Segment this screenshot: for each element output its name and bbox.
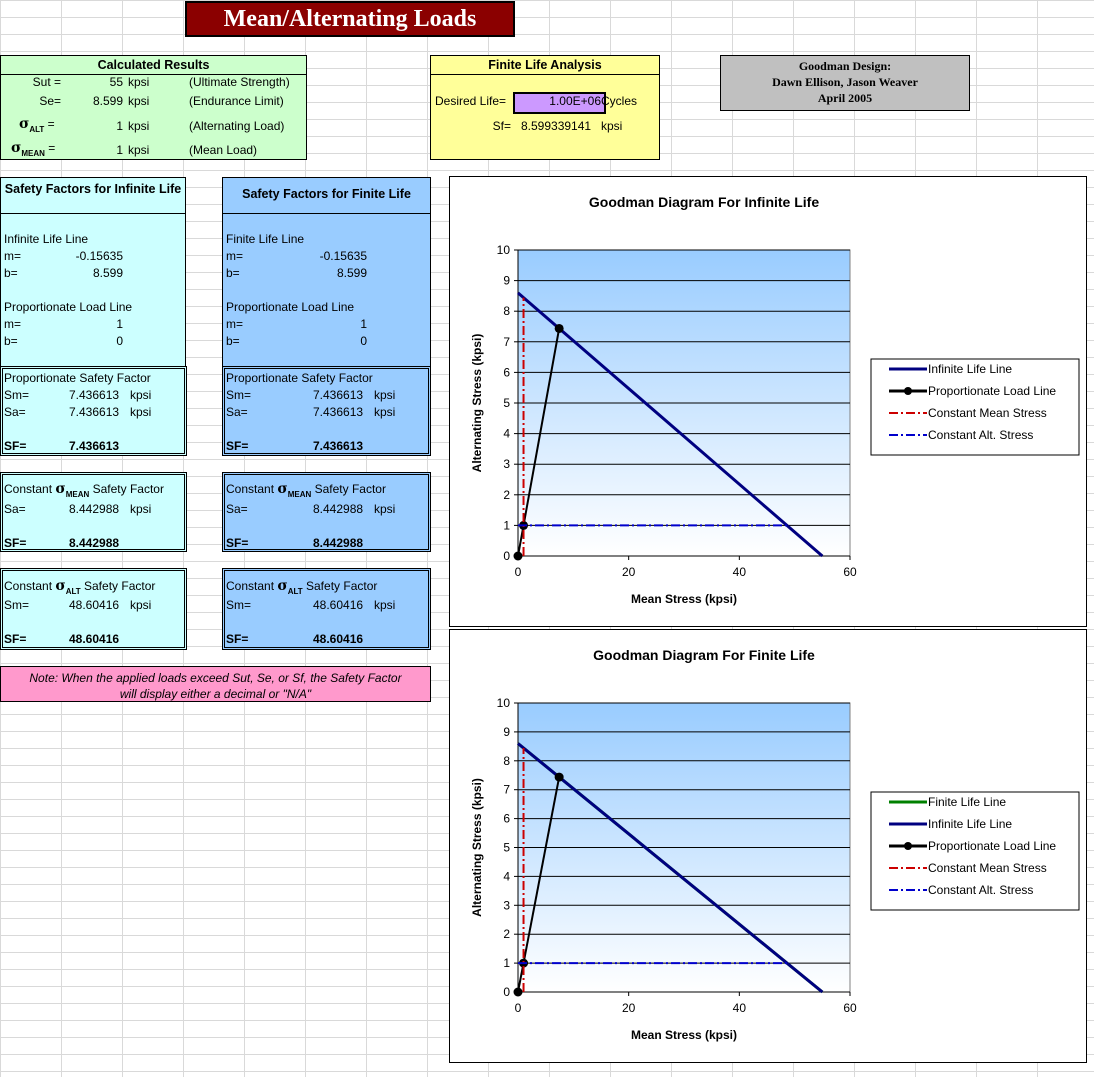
legend-label-constant-alt-stress: Constant Alt. Stress bbox=[928, 883, 1034, 897]
sf-unit: kpsi bbox=[601, 119, 623, 133]
x-tick-label: 40 bbox=[732, 565, 747, 579]
y-tick-label: 6 bbox=[503, 365, 510, 380]
infinite-prop-title: Proportionate Load Line bbox=[4, 300, 133, 314]
legend-label-constant-alt-stress: Constant Alt. Stress bbox=[928, 428, 1034, 442]
y-tick-label: 8 bbox=[503, 753, 510, 768]
finite-m-value[interactable]: -0.15635 bbox=[319, 249, 367, 263]
note-box bbox=[0, 666, 431, 702]
sut-value[interactable]: 55 bbox=[109, 75, 123, 89]
sigma-alt-desc: (Alternating Load) bbox=[189, 119, 285, 133]
infinite-sa-value[interactable]: 7.436613 bbox=[69, 405, 120, 419]
proportionate-load-line-point bbox=[555, 773, 564, 782]
note-line-2: will display either a decimal or "N/A" bbox=[119, 687, 312, 701]
legend-label-finite-life-line: Finite Life Line bbox=[928, 795, 1007, 809]
finite-prop-title: Proportionate Load Line bbox=[226, 300, 355, 314]
y-tick-label: 10 bbox=[496, 243, 510, 257]
finite-const-mean-sa-value[interactable]: 8.442988 bbox=[313, 502, 364, 516]
legend-label-infinite-life-line: Infinite Life Line bbox=[928, 362, 1013, 376]
desired-life-label: Desired Life= bbox=[435, 94, 507, 108]
infinite-m-label: m= bbox=[4, 249, 22, 263]
sut-label: Sut = bbox=[32, 75, 61, 89]
y-tick-label: 5 bbox=[503, 396, 510, 410]
y-tick-label: 10 bbox=[496, 696, 510, 710]
y-tick-label: 7 bbox=[503, 782, 510, 797]
sigma-alt-label: $\sigma_{ALT}$ = bbox=[19, 116, 55, 134]
calculated-results-header: Calculated Results bbox=[1, 56, 306, 75]
legend-label-proportionate-load-line: Proportionate Load Line bbox=[928, 384, 1057, 398]
legend-label-constant-mean-stress: Constant Mean Stress bbox=[928, 406, 1047, 420]
infinite-prop-b-label: b= bbox=[4, 334, 18, 348]
finite-const-alt-sf-label: SF= bbox=[226, 632, 249, 646]
x-axis-label: Mean Stress (kpsi) bbox=[630, 592, 738, 606]
sf-value[interactable]: 8.599339141 bbox=[521, 119, 592, 133]
legend-marker-proportionate-load-line bbox=[904, 387, 912, 395]
infinite-panel-header: Safety Factors for Infinite Life bbox=[0, 177, 186, 214]
legend-label-infinite-life-line: Infinite Life Line bbox=[928, 817, 1013, 831]
finite-prop-m-label: m= bbox=[226, 317, 244, 331]
note-line-1: Note: When the applied loads exceed Sut, Se, or Sf, the Safety Factor bbox=[29, 671, 402, 685]
infinite-const-mean-sa-value[interactable]: 8.442988 bbox=[69, 502, 120, 516]
x-tick-label: 60 bbox=[843, 565, 857, 579]
sigma-alt-value[interactable]: 1 bbox=[116, 119, 123, 133]
finite-sm-label: Sm= bbox=[226, 388, 252, 402]
infinite-b-value[interactable]: 8.599 bbox=[92, 266, 123, 280]
sheet-title: Mean/Alternating Loads bbox=[185, 1, 515, 37]
sut-unit: kpsi bbox=[128, 75, 150, 89]
infinite-psf-label: SF= bbox=[4, 439, 27, 453]
infinite-const-mean-sa-unit: kpsi bbox=[130, 502, 152, 516]
finite-prop-b-label: b= bbox=[226, 334, 240, 348]
y-tick-label: 3 bbox=[503, 898, 510, 913]
y-tick-label: 9 bbox=[503, 724, 510, 739]
sigma-mean-value[interactable]: 1 bbox=[116, 143, 123, 157]
chart-title: Goodman Diagram For Finite Life bbox=[593, 647, 815, 663]
x-tick-label: 40 bbox=[732, 1001, 747, 1015]
se-unit: kpsi bbox=[128, 94, 150, 108]
y-tick-label: 2 bbox=[503, 487, 510, 502]
goodman-infinite-chart-svg bbox=[450, 177, 1086, 626]
x-tick-label: 20 bbox=[621, 1001, 636, 1015]
y-tick-label: 1 bbox=[503, 956, 510, 971]
y-axis-label: Alternating Stress (kpsi) bbox=[470, 778, 484, 917]
infinite-const-mean-sf-value[interactable]: 8.442988 bbox=[69, 536, 120, 550]
infinite-line-title: Infinite Life Line bbox=[4, 232, 89, 246]
finite-const-alt-sm-label: Sm= bbox=[226, 598, 252, 612]
x-axis-label: Mean Stress (kpsi) bbox=[630, 1028, 738, 1042]
design-date: April 2005 bbox=[817, 91, 873, 105]
infinite-const-mean-sf-label: SF= bbox=[4, 536, 27, 550]
x-tick-label: 20 bbox=[621, 565, 636, 579]
finite-m-label: m= bbox=[226, 249, 244, 263]
legend-label-constant-mean-stress: Constant Mean Stress bbox=[928, 861, 1047, 875]
design-authors: Dawn Ellison, Jason Weaver bbox=[772, 75, 918, 89]
finite-const-mean-sf-label: SF= bbox=[226, 536, 249, 550]
infinite-sm-unit: kpsi bbox=[130, 388, 152, 402]
finite-prop-m-value[interactable]: 1 bbox=[360, 317, 367, 331]
finite-b-label: b= bbox=[226, 266, 240, 280]
infinite-proportionate-sf-box bbox=[0, 366, 187, 456]
finite-const-alt-sf-box bbox=[222, 568, 431, 650]
sigma-alt-unit: kpsi bbox=[128, 119, 150, 133]
finite-line-section bbox=[222, 213, 431, 368]
finite-sa-label: Sa= bbox=[226, 405, 248, 419]
calculated-results-box bbox=[0, 55, 307, 160]
finite-const-mean-sa-unit: kpsi bbox=[374, 502, 396, 516]
y-tick-label: 1 bbox=[503, 518, 510, 533]
finite-const-alt-sm-value[interactable]: 48.60416 bbox=[313, 598, 364, 612]
finite-psf-title: Proportionate Safety Factor bbox=[226, 371, 373, 385]
y-tick-label: 4 bbox=[503, 426, 510, 441]
infinite-const-mean-sf-box bbox=[0, 472, 187, 552]
design-title: Goodman Design: bbox=[798, 59, 892, 73]
y-tick-label: 5 bbox=[503, 840, 510, 855]
sigma-mean-label: $\sigma_{MEAN}$ = bbox=[11, 140, 56, 158]
sigma-mean-unit: kpsi bbox=[128, 143, 150, 157]
design-credit-box bbox=[720, 55, 970, 111]
finite-line-title: Finite Life Line bbox=[226, 232, 305, 246]
infinite-m-value[interactable]: -0.15635 bbox=[75, 249, 123, 263]
se-value[interactable]: 8.599 bbox=[92, 94, 123, 108]
desired-life-input[interactable]: 1.00E+06 bbox=[513, 92, 606, 114]
finite-const-mean-sf-box bbox=[222, 472, 431, 552]
sf-label: Sf= bbox=[492, 119, 511, 133]
infinite-const-alt-sf-value[interactable]: 48.60416 bbox=[69, 632, 120, 646]
infinite-const-alt-sf-box bbox=[0, 568, 187, 650]
finite-sm-value[interactable]: 7.436613 bbox=[313, 388, 364, 402]
infinite-sm-label: Sm= bbox=[4, 388, 30, 402]
finite-const-alt-sm-unit: kpsi bbox=[374, 598, 396, 612]
infinite-sm-value[interactable]: 7.436613 bbox=[69, 388, 120, 402]
infinite-line-section bbox=[0, 213, 186, 368]
y-tick-label: 8 bbox=[503, 304, 510, 319]
finite-const-mean-sa-label: Sa= bbox=[226, 502, 248, 516]
y-tick-label: 7 bbox=[503, 334, 510, 349]
sut-desc: (Ultimate Strength) bbox=[189, 75, 290, 89]
finite-life-analysis-box bbox=[430, 55, 660, 160]
infinite-const-mean-title: Constant $\sigma_{MEAN}$ Safety Factor bbox=[4, 481, 164, 499]
finite-psf-value[interactable]: 7.436613 bbox=[313, 439, 364, 453]
sigma-mean-desc: (Mean Load) bbox=[189, 143, 258, 157]
goodman-finite-chart[interactable] bbox=[449, 629, 1087, 1063]
y-tick-label: 0 bbox=[503, 549, 510, 563]
finite-const-mean-sf-value[interactable]: 8.442988 bbox=[313, 536, 364, 550]
x-tick-label: 0 bbox=[514, 1001, 522, 1015]
infinite-const-alt-title: Constant $\sigma_{ALT}$ Safety Factor bbox=[4, 578, 156, 596]
cycles-label: Cycles bbox=[601, 94, 638, 108]
infinite-b-label: b= bbox=[4, 266, 18, 280]
y-tick-label: 9 bbox=[503, 273, 510, 288]
finite-const-mean-title: Constant $\sigma_{MEAN}$ Safety Factor bbox=[226, 481, 386, 499]
finite-const-alt-sf-value[interactable]: 48.60416 bbox=[313, 632, 364, 646]
finite-sa-value[interactable]: 7.436613 bbox=[313, 405, 364, 419]
se-label: Se= bbox=[39, 94, 61, 108]
y-tick-label: 2 bbox=[503, 927, 510, 942]
goodman-finite-chart-svg bbox=[450, 630, 1086, 1062]
finite-life-analysis-header: Finite Life Analysis bbox=[431, 56, 659, 75]
infinite-const-mean-sa-label: Sa= bbox=[4, 502, 26, 516]
infinite-psf-value[interactable]: 7.436613 bbox=[69, 439, 120, 453]
proportionate-load-line-point bbox=[555, 324, 564, 333]
y-tick-label: 0 bbox=[503, 985, 510, 999]
y-axis-label: Alternating Stress (kpsi) bbox=[470, 333, 484, 473]
finite-sm-unit: kpsi bbox=[374, 388, 396, 402]
x-tick-label: 0 bbox=[514, 565, 522, 579]
proportionate-load-line-point bbox=[514, 988, 523, 997]
finite-psf-label: SF= bbox=[226, 439, 249, 453]
finite-const-alt-title: Constant $\sigma_{ALT}$ Safety Factor bbox=[226, 578, 378, 596]
finite-sa-unit: kpsi bbox=[374, 405, 396, 419]
finite-panel-header: Safety Factors for Finite Life bbox=[222, 177, 431, 214]
x-tick-label: 60 bbox=[843, 1001, 857, 1015]
legend-marker-proportionate-load-line bbox=[904, 842, 912, 850]
infinite-psf-title: Proportionate Safety Factor bbox=[4, 371, 151, 385]
infinite-sa-label: Sa= bbox=[4, 405, 26, 419]
infinite-const-alt-sm-label: Sm= bbox=[4, 598, 30, 612]
infinite-const-alt-sm-value[interactable]: 48.60416 bbox=[69, 598, 120, 612]
y-tick-label: 4 bbox=[503, 869, 510, 884]
infinite-prop-m-label: m= bbox=[4, 317, 22, 331]
finite-prop-b-value[interactable]: 0 bbox=[360, 334, 367, 348]
goodman-infinite-chart[interactable] bbox=[449, 176, 1087, 627]
infinite-const-alt-sm-unit: kpsi bbox=[130, 598, 152, 612]
infinite-prop-m-value[interactable]: 1 bbox=[116, 317, 123, 331]
chart-title: Goodman Diagram For Infinite Life bbox=[588, 194, 820, 210]
se-desc: (Endurance Limit) bbox=[189, 94, 284, 108]
finite-b-value[interactable]: 8.599 bbox=[336, 266, 367, 280]
infinite-prop-b-value[interactable]: 0 bbox=[116, 334, 123, 348]
legend-label-proportionate-load-line: Proportionate Load Line bbox=[928, 839, 1057, 853]
infinite-sa-unit: kpsi bbox=[130, 405, 152, 419]
y-tick-label: 6 bbox=[503, 811, 510, 826]
y-tick-label: 3 bbox=[503, 457, 510, 472]
infinite-const-alt-sf-label: SF= bbox=[4, 632, 27, 646]
proportionate-load-line-point bbox=[514, 552, 523, 561]
finite-proportionate-sf-box bbox=[222, 366, 431, 456]
